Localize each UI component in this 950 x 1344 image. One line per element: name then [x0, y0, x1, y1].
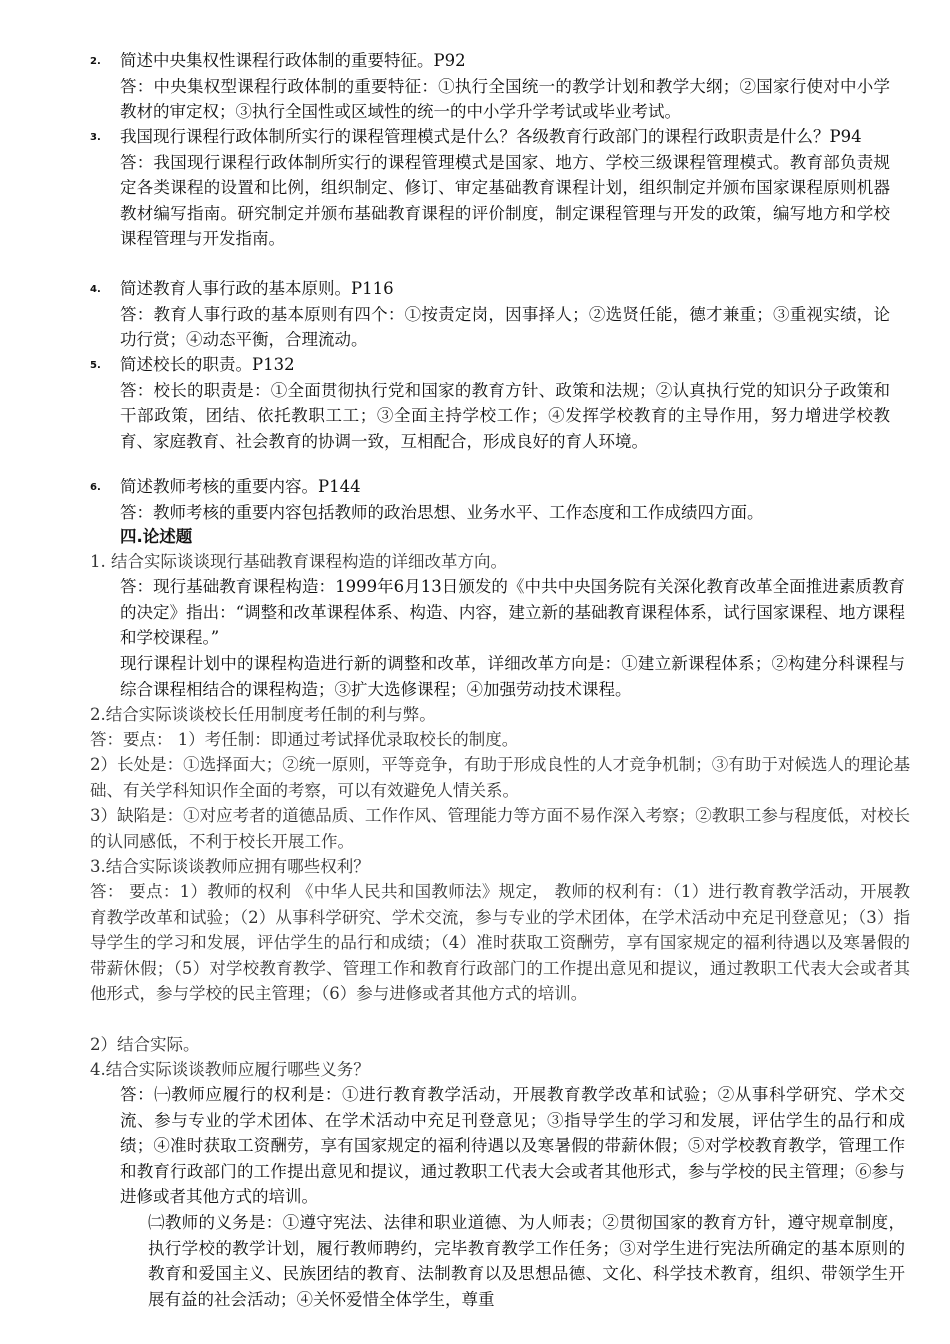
- essay-answer-4a: 答：㈠教师应履行的权利是：①进行教育教学活动，开展教育教学改革和试验；②从事科学研究、学术交流、参与专业的学术团体、在学术活动中充足刊登意见；③指导学生的学习和发展，评估学生的品行和成绩；④准时获取工资酬劳，享有国家规定的福利待遇以及寒暑假的带薪休假；⑤对学校教育教学，管理工作和教育行政部门的工作提出意见和提议，通过教职工代表大会或者其他形式，参与学校的民主管理；⑥参与进修或者其他方式的培训。: [120, 1085, 905, 1206]
- answer-text: 答：中央集权型课程行政体制的重要特征：①执行全国统一的教学计划和教学大纲；②国家行使对中小学教材的审定权；③执行全国性或区域性的统一的中小学升学考试或毕业考试。: [120, 76, 890, 121]
- item-number: 5.: [90, 360, 101, 371]
- essay-answer-3a: 答： 要点：1）教师的权利 《中华人民共和国教师法》规定， 教师的权利有：（1）进行教育教学活动，开展教育教学改革和试验；（2）从事科学研究、学术交流，参与专业的学术团体，在学术活动中充足刊登意见；（3）指导学生的学习和发展，评估学生的品行和成绩；（4）准时获取工资酬劳，享有国家规定的福利待遇以及寒暑假的带薪休假；（5）对学校教育教学、管理工作和教育行政部门的工作提出意见和提议，通过教职工代表大会或者其他形式，参与学校的民主管理；（6）参与进修或者其他方式的培训。: [90, 882, 910, 1003]
- question-text: 2. 简述中央集权性课程行政体制的重要特征。P92: [120, 48, 890, 74]
- essay-answer-1b: 现行课程计划中的课程构造进行新的调整和改革，详细改革方向是：①建立新课程体系；②构建分科课程与综合课程相结合的课程构造；③扩大选修课程；④加强劳动技术课程。: [120, 654, 905, 699]
- short-answer-item: [90, 124, 890, 252]
- short-answer-item: [90, 276, 890, 353]
- question-text: 6. 简述教师考核的重要内容。P144: [120, 474, 890, 500]
- answer-text: 答：教师考核的重要内容包括教师的政治思想、业务水平、工作态度和工作成绩四方面。: [120, 502, 764, 522]
- essay-answer-2a: 答：要点： 1）考任制：即通过考试择优录取校长的制度。: [90, 730, 519, 749]
- essay-question-1: 1. 结合实际谈谈现行基础教育课程构造的详细改革方向。: [90, 552, 507, 571]
- essay-question-3: 3.结合实际谈谈教师应拥有哪些权利？: [90, 857, 370, 876]
- answer-text: 答：教育人事行政的基本原则有四个：①按责定岗，因事择人；②选贤任能，德才兼重；③重视实绩，论功行赏；④动态平衡，合理流动。: [120, 304, 890, 349]
- item-number: 3.: [90, 132, 101, 143]
- essay-answer-2c: 3）缺陷是：①对应考者的道德品质、工作作风、管理能力等方面不易作深入考察；②教职工参与程度低，对校长的认同感低，不利于校长开展工作。: [90, 806, 910, 851]
- item-number: 4.: [90, 284, 101, 295]
- question-text: 5. 简述校长的职责。P132: [120, 352, 890, 378]
- item-number: 2.: [90, 56, 101, 67]
- short-answer-item: [90, 352, 890, 454]
- essay-answer-4b: ㈡教师的义务是：①遵守宪法、法律和职业道德、为人师表；②贯彻国家的教育方针，遵守规章制度，执行学校的教学计划，履行教师聘约，完毕教育教学工作任务；③对学生进行宪法所确定的基本原则的教育和爱国主义、民族团结的教育、法制教育以及思想品德、文化、科学技术教育，组织、带领学生开展有益的社会活动；④关怀爱惜全体学生，尊重: [148, 1213, 905, 1309]
- essay-answer-3b: 2）结合实际。: [90, 1035, 200, 1054]
- section-heading: 四.论述题: [120, 527, 193, 546]
- item-number: 6.: [90, 482, 101, 493]
- short-answer-item: [90, 474, 890, 525]
- short-answer-item: [90, 48, 890, 125]
- answer-text: 答：校长的职责是：①全面贯彻执行党和国家的教育方针、政策和法规；②认真执行党的知识分子政策和干部政策，团结、依托教职工工；③全面主持学校工作；④发挥学校教育的主导作用，努力增进学校教育、家庭教育、社会教育的协调一致，互相配合，形成良好的育人环境。: [120, 380, 890, 451]
- essay-answer-1a: 答：现行基础教育课程构造：1999年6月13日颁发的《中共中央国务院有关深化教育改革全面推进素质教育的决定》指出：“调整和改革课程体系、构造、内容，建立新的基础教育课程体系，试行国家课程、地方课程和学校课程。”: [120, 577, 905, 647]
- question-text: 4. 简述教育人事行政的基本原则。P116: [120, 276, 890, 302]
- question-text: 3. 我国现行课程行政体制所实行的课程管理模式是什么？各级教育行政部门的课程行政职责是什么？P94: [120, 124, 890, 150]
- answer-text: 答：我国现行课程行政体制所实行的课程管理模式是国家、地方、学校三级课程管理模式。教育部负责规定各类课程的设置和比例，组织制定、修订、审定基础教育课程计划，组织制定并颁布国家课程原则机器教材编写指南。研究制定并颁布基础教育课程的评价制度，制定课程管理与开发的政策，编写地方和学校课程管理与开发指南。: [120, 152, 890, 248]
- essay-question-2: 2.结合实际谈谈校长任用制度考任制的利与弊。: [90, 705, 436, 724]
- essay-question-4: 4.结合实际谈谈教师应履行哪些义务？: [90, 1060, 370, 1079]
- essay-answer-2b: 2）长处是：①选择面大；②统一原则，平等竞争，有助于形成良性的人才竞争机制；③有助于对候选人的理论基础、有关学科知识作全面的考察，可以有效避免人情关系。: [90, 755, 910, 800]
